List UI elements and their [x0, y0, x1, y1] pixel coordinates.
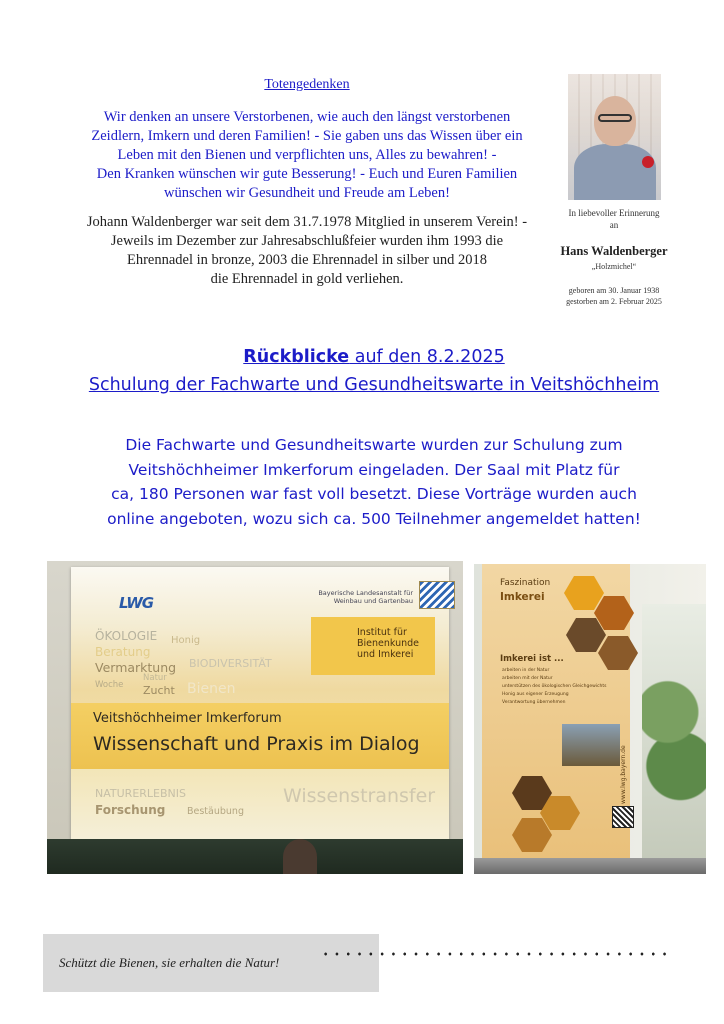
banner-keyword: Forschung: [95, 803, 166, 817]
review-body-line: Veitshöchheimer Imkerforum eingeladen. Der Saal mit Platz für: [128, 460, 620, 479]
review-title: [40, 347, 708, 367]
rollup-stand: [474, 858, 706, 874]
banner-keyword: Honig: [171, 635, 201, 646]
portrait-photo: [568, 74, 661, 200]
portrait-glasses: [598, 114, 632, 122]
rollup-list-item: arbeiten in der Natur: [502, 668, 550, 673]
banner-keyword: Zucht: [143, 684, 175, 697]
review-body-line: ca, 180 Personen war fast voll besetzt. Diese Vorträge wurden auch: [111, 485, 637, 503]
banner-keyword: BIODIVERSITÄT: [189, 657, 272, 670]
portrait-caption-line: an: [609, 220, 619, 230]
member-history-line: Ehrennadel in bronze, 2003 die Ehrennadel in silber und 2018: [127, 252, 487, 268]
member-history-line: Johann Waldenberger war seit dem 31.7.1978 Mitglied in unserem Verein! -: [86, 214, 528, 230]
review-body: [70, 433, 678, 531]
apiary-image: [562, 724, 620, 766]
rollup-list-item: Honig aus eigener Erzeugung: [502, 692, 569, 697]
banner-keyword: Bestäubung: [187, 806, 244, 817]
memorial-message: [60, 108, 554, 203]
footer-slogan: Schützt die Bienen, sie erhalten die Natur!: [59, 955, 280, 970]
rollup-panel: [482, 564, 630, 862]
honeycomb-image: [564, 576, 604, 610]
portrait-caption: [556, 207, 672, 231]
banner-photo: [47, 561, 463, 874]
banner-keyword: NATURERLEBNIS: [95, 787, 186, 800]
rollup-heading-small: Faszination: [500, 578, 551, 588]
review-title-bold: Rückblicke: [243, 347, 350, 367]
banner-keyword: Vermarktung: [95, 660, 177, 675]
portrait-nickname: „Holzmichel“: [591, 262, 637, 271]
portrait-dates: [548, 285, 680, 307]
rollup-heading: Imkerei: [500, 591, 545, 603]
rollup-list-item: unterstützen des ökologischen Gleichgewichts: [502, 684, 607, 689]
rollup-url: www.lwg.bayern.de: [620, 745, 627, 804]
stage-floor: [47, 839, 463, 874]
member-history-line: die Ehrennadel in gold verliehen.: [210, 271, 404, 287]
member-history-line: Jeweils im Dezember zur Jahresabschlußfeier wurden ihm 1993 die: [110, 233, 504, 249]
member-history: [60, 213, 554, 289]
banner-tagline: Wissenschaft und Praxis im Dialog: [93, 733, 420, 755]
banner-keyword: Woche: [95, 680, 124, 690]
rose-icon: [642, 156, 654, 168]
portrait-caption-line: In liebevoller Erinnerung: [568, 208, 660, 218]
rollup-list-title: Imkerei ist ...: [500, 654, 564, 664]
banner-institution: Bayerische Landesanstalt für Weinbau und Gartenbau: [318, 589, 413, 605]
banner-keyword: Wissenstransfer: [283, 785, 436, 807]
memorial-message-line: Den Kranken wünschen wir gute Besserung! - Euch und Euren Familien: [96, 166, 518, 182]
birth-date: geboren am 30. Januar 1938: [568, 286, 660, 295]
rollup-photo: [474, 564, 706, 874]
rollup-list-item: arbeiten mit der Natur: [502, 676, 553, 681]
memorial-message-line: Leben mit den Bienen und verpflichten uns, Alles zu bewahren! -: [117, 147, 497, 163]
audience-head: [283, 839, 317, 874]
footer-box: [43, 934, 379, 992]
review-body-line: Die Fachwarte und Gesundheitswarte wurden zur Schulung zum: [125, 436, 623, 454]
banner-keyword: Bienen: [187, 681, 236, 697]
plant-background: [642, 604, 706, 874]
review-subtitle: Schulung der Fachwarte und Gesundheitswarte in Veitshöchheim: [88, 375, 660, 395]
review-title-date: auf den 8.2.2025: [349, 347, 505, 367]
memorial-message-line: Wir denken an unsere Verstorbenen, wie auch den längst verstorbenen: [103, 109, 511, 125]
memorial-message-line: wünschen wir Gesundheit und Freude am Leben!: [164, 185, 450, 201]
memorial-message-line: Zeidlern, Imkern und deren Familien! - Sie gaben uns das Wissen über ein: [91, 128, 523, 144]
institute-box: Institut für Bienenkunde und Imkerei: [311, 617, 435, 675]
banner-keyword: Natur: [143, 673, 167, 683]
review-body-line: online angeboten, wozu sich ca. 500 Teilnehmer angemeldet hatten!: [107, 509, 641, 528]
portrait-shirt: [574, 144, 656, 200]
bee-image: [598, 636, 638, 670]
banner-forum: Veitshöchheimer Imkerforum: [93, 711, 282, 726]
memorial-title: Totengedenken: [264, 77, 350, 92]
qr-code-icon: [612, 806, 634, 828]
lwg-logo: LWG: [119, 594, 154, 612]
death-date: gestorben am 2. Februar 2025: [566, 297, 662, 306]
portrait-name: Hans Waldenberger: [560, 244, 668, 258]
banner-keyword: Beratung: [95, 645, 151, 659]
rollup-list-item: Verantwortung übernehmen: [502, 700, 566, 705]
bavaria-crest-icon: [419, 581, 455, 609]
banner-keyword: ÖKOLOGIE: [95, 629, 158, 643]
dotted-rule: [320, 951, 670, 957]
